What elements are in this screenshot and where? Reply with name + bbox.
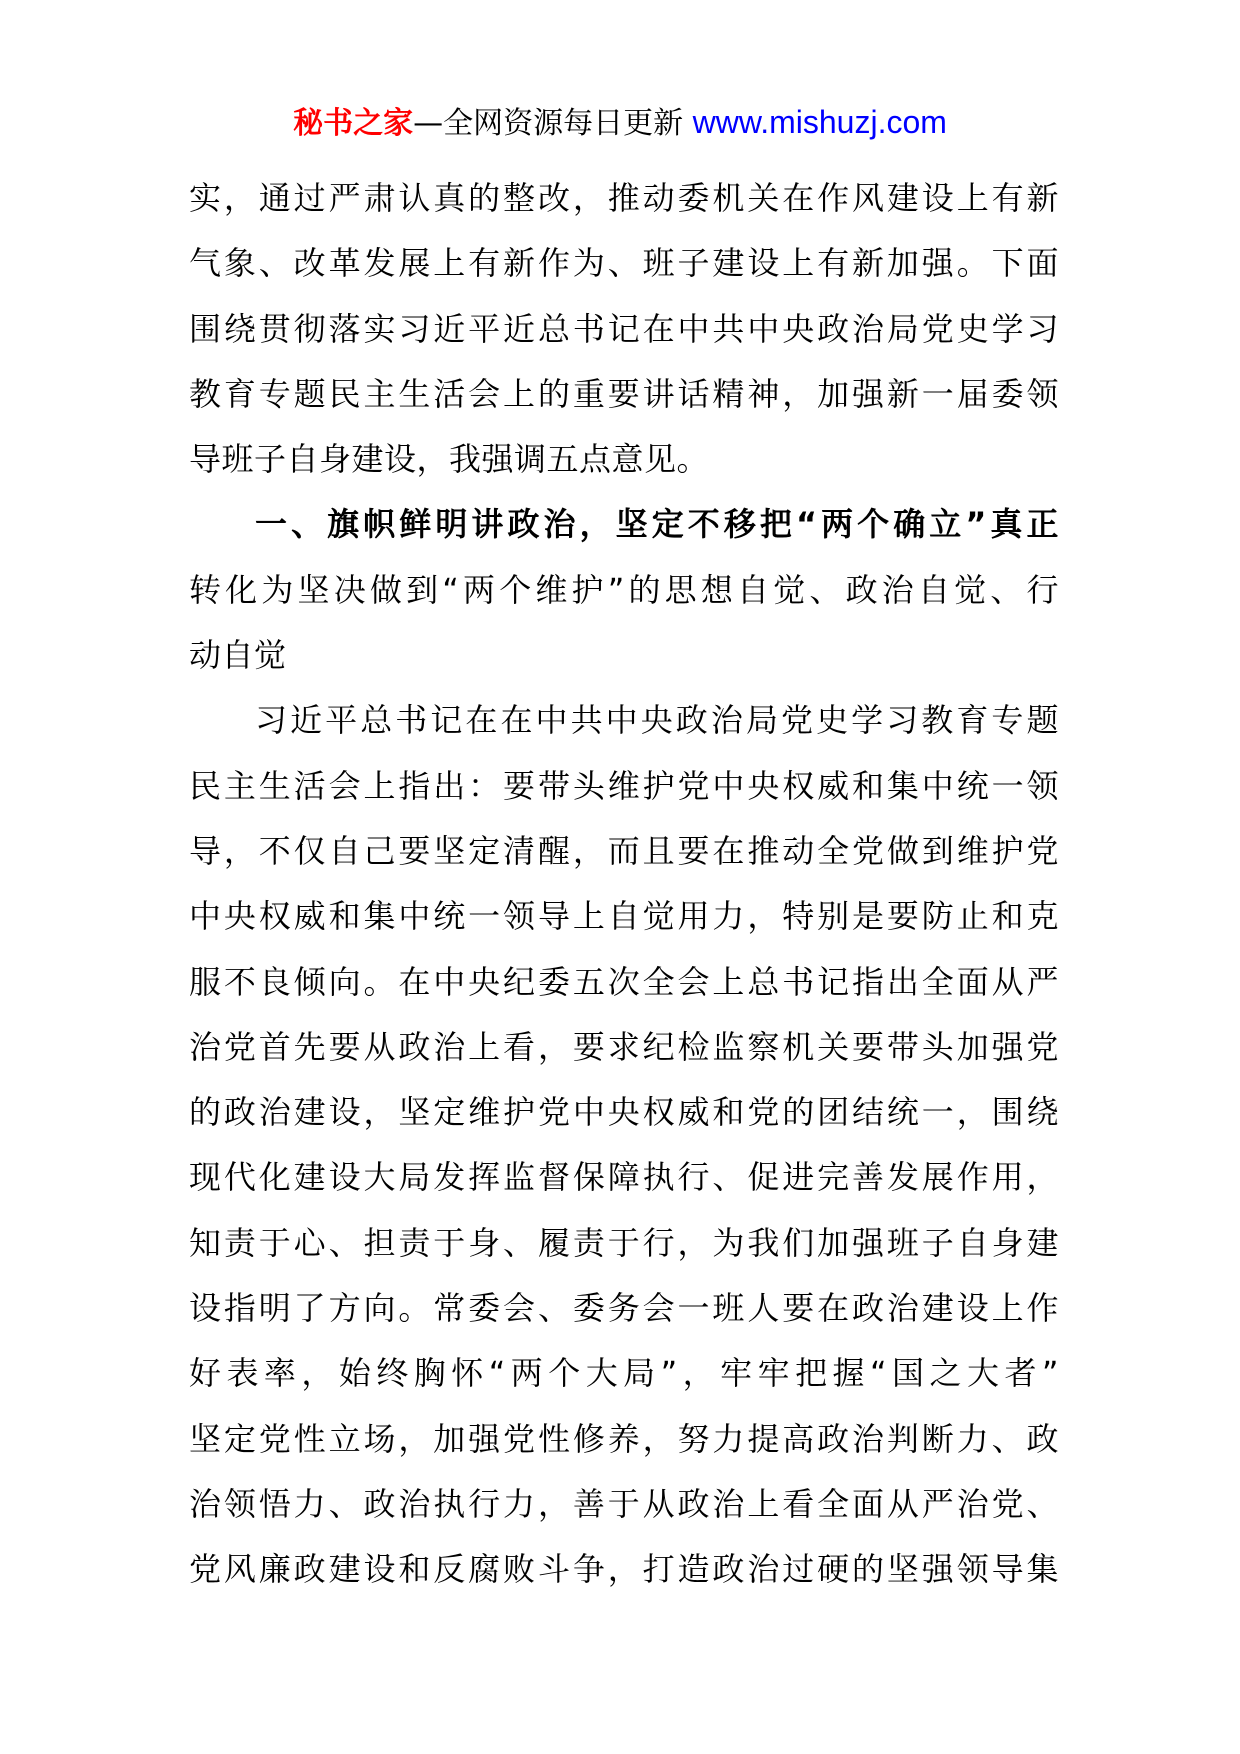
text-line: 实，通过严肃认真的整改，推动委机关在作风建设上有新	[189, 179, 1059, 217]
text-line: 治领悟力、政治执行力，善于从政治上看全面从严治党、	[189, 1484, 1059, 1523]
text-line: 气象、改革发展上有新作为、班子建设上有新加强。下面	[189, 244, 1059, 283]
text-line: 现代化建设大局发挥监督保障执行、促进完善发展作用，	[189, 1158, 1059, 1197]
section-heading	[189, 492, 1059, 688]
text-line: 导，不仅自己要坚定清醒，而且要在推动全党做到维护党	[189, 831, 1059, 870]
heading-line: 一、旗帜鲜明讲政治，坚定不移把“两个确立”真正	[255, 505, 1059, 544]
text-line: 民主生活会上指出：要带头维护党中央权威和集中统一领	[189, 766, 1059, 805]
text-line: 好表率，始终胸怀“两个大局”，牢牢把握“国之大者”	[189, 1354, 1059, 1393]
text-line: 习近平总书记在在中共中央政治局党史学习教育专题	[255, 701, 1059, 740]
document-body	[189, 166, 1059, 1603]
text-line: 围绕贯彻落实习近平近总书记在中共中央政治局党史学习	[189, 309, 1059, 348]
brand-name: 秘书之家	[293, 106, 414, 141]
text-line: 知责于心、担责于身、履责于行，为我们加强班子自身建	[189, 1223, 1059, 1262]
header-tagline: —全网资源每日更新	[413, 106, 684, 141]
text-line: 设指明了方向。常委会、委务会一班人要在政治建设上作	[189, 1289, 1059, 1328]
paragraph	[189, 688, 1059, 1602]
paragraph	[189, 166, 1059, 492]
page-header	[0, 102, 1240, 144]
site-url[interactable]: www.mishuzj.com	[692, 104, 947, 140]
text-line: 中央权威和集中统一领导上自觉用力，特别是要防止和克	[189, 897, 1059, 936]
text-line: 服不良倾向。在中央纪委五次全会上总书记指出全面从严	[189, 962, 1059, 1001]
text-line: 党风廉政建设和反腐败斗争，打造政治过硬的坚强领导集	[189, 1550, 1059, 1589]
heading-line: 动自觉	[189, 636, 287, 675]
text-line: 导班子自身建设，我强调五点意见。	[189, 440, 710, 479]
text-line: 坚定党性立场，加强党性修养，努力提高政治判断力、政	[189, 1419, 1059, 1458]
text-line: 的政治建设，坚定维护党中央权威和党的团结统一，围绕	[189, 1093, 1059, 1132]
text-line: 教育专题民主生活会上的重要讲话精神，加强新一届委领	[189, 374, 1059, 413]
heading-line: 转化为坚决做到“两个维护”的思想自觉、政治自觉、行	[189, 570, 1059, 609]
text-line: 治党首先要从政治上看，要求纪检监察机关要带头加强党	[189, 1027, 1059, 1066]
